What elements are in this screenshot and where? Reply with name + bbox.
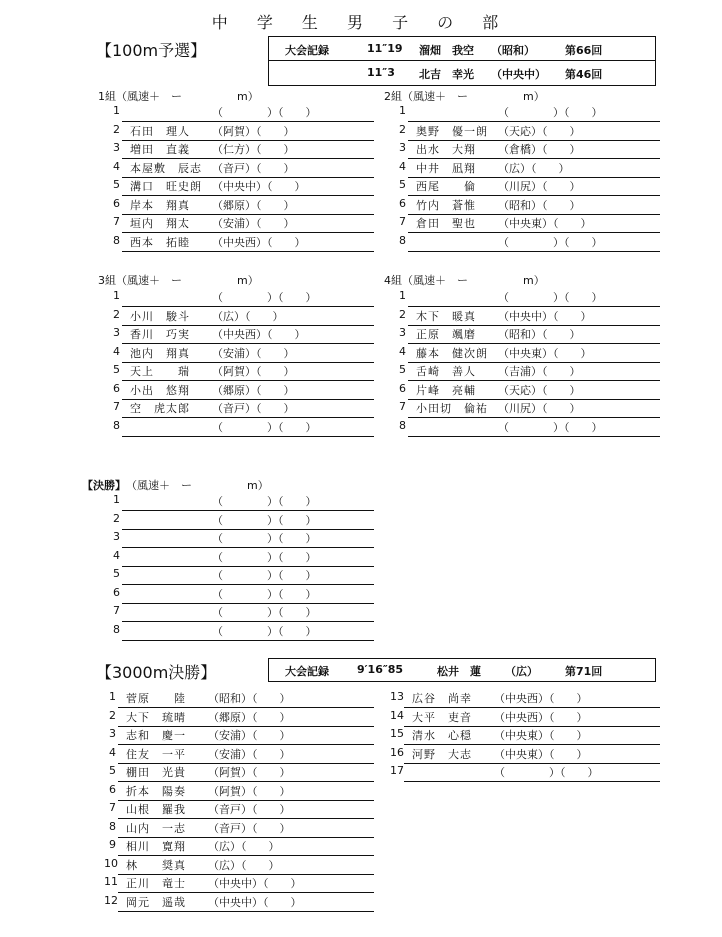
school-and-lane: （ ）（ ） (212, 532, 317, 545)
row-underline (122, 640, 374, 641)
school-and-lane: （安浦）（ ） (212, 217, 295, 230)
school-and-lane: （ ）（ ） (212, 569, 317, 582)
record-edition: 第46回 (565, 68, 603, 81)
athlete-name: 住友 一平 (126, 747, 186, 761)
record-time: 11″19 (367, 42, 403, 55)
school-and-lane: （ ）（ ） (212, 106, 317, 119)
school-and-lane: （ ）（ ） (498, 291, 603, 304)
group-4-heading: 4組（風速＋ ー m） (384, 274, 545, 287)
school-and-lane: （阿賀）（ ） (208, 766, 291, 779)
entry-number: 8 (113, 233, 120, 247)
athlete-name: 岡元 遥哉 (126, 895, 186, 909)
sprint-heading: 【100m予選】 (96, 41, 207, 60)
group-2-heading: 2組（風速＋ ー m） (384, 90, 545, 103)
athlete-name: 木下 暖真 (416, 309, 476, 323)
list-item (390, 709, 660, 727)
school-and-lane: （吉浦）（ ） (498, 365, 581, 378)
list-item (108, 493, 374, 511)
athlete-name: 河野 大志 (412, 747, 472, 761)
entry-number: 1 (399, 289, 406, 302)
school-and-lane: （郷原）（ ） (212, 383, 295, 397)
school-and-lane: （ ）（ ） (212, 587, 317, 601)
school-and-lane: （ ）（ ） (498, 106, 603, 119)
entry-number: 1 (399, 104, 406, 117)
record-label: 大会記録 (285, 44, 329, 57)
school-and-lane: （天応）（ ） (498, 383, 581, 397)
list-item (394, 308, 660, 326)
entry-number: 3 (113, 530, 120, 543)
school-and-lane: （安浦）（ ） (212, 346, 295, 360)
record-school: （広） (505, 665, 538, 678)
list-item (108, 567, 374, 585)
athlete-name: 増田 直義 (130, 143, 190, 156)
entry-number: 8 (399, 233, 406, 247)
school-and-lane: （中央東）（ ） (494, 729, 588, 742)
list-item (104, 690, 374, 708)
athlete-name: 空 虎太郎 (130, 402, 190, 415)
list-item (394, 289, 660, 307)
list-item (394, 326, 660, 344)
list-item (108, 215, 374, 233)
entry-number: 3 (113, 326, 120, 339)
distance-heading: 【3000m決勝】 (96, 663, 217, 682)
athlete-name: 広谷 尚幸 (412, 692, 472, 705)
list-item (108, 123, 374, 141)
entry-number: 17 (390, 764, 404, 777)
school-and-lane: （ ）（ ） (212, 606, 317, 619)
athlete-name: 片峰 亮輔 (416, 383, 476, 397)
school-and-lane: （倉橋）（ ） (498, 143, 581, 156)
athlete-name: 藤本 健次朗 (416, 346, 488, 360)
entry-number: 7 (399, 400, 406, 413)
entry-number: 7 (113, 400, 120, 413)
row-underline (118, 911, 374, 912)
school-and-lane: （広）（ ） (208, 840, 280, 853)
list-item (104, 746, 374, 764)
entry-number: 6 (399, 381, 406, 395)
record-holder: 松井 蓮 (437, 665, 481, 678)
list-item (394, 178, 660, 196)
entry-number: 2 (399, 122, 406, 136)
school-and-lane: （郷原）（ ） (208, 710, 291, 724)
entry-number: 6 (399, 196, 406, 210)
list-item (108, 234, 374, 252)
school-and-lane: （広）（ ） (208, 858, 280, 872)
athlete-name: 清水 心穏 (412, 729, 472, 742)
row-underline (122, 251, 374, 252)
list-item (104, 709, 374, 727)
record-holder: 北吉 幸光 (419, 68, 474, 81)
list-item (108, 178, 374, 196)
school-and-lane: （中央西）（ ） (494, 710, 588, 724)
list-item (108, 345, 374, 363)
row-underline (408, 251, 660, 252)
entry-number: 5 (113, 178, 120, 191)
athlete-name: 相川 寛翔 (126, 840, 186, 853)
entry-number: 6 (109, 782, 116, 796)
list-item (108, 326, 374, 344)
record-time: 9′16″85 (357, 663, 404, 676)
school-and-lane: （中央東）（ ） (498, 217, 592, 230)
school-and-lane: （音戸）（ ） (208, 821, 291, 835)
list-item (108, 363, 374, 381)
athlete-name: 本屋敷 辰志 (130, 161, 202, 175)
school-and-lane: （阿賀）（ ） (208, 784, 291, 798)
athlete-name: 香川 巧実 (130, 328, 190, 341)
entry-number: 12 (104, 893, 118, 907)
page-title: 中 学 生 男 子 の 部 (211, 13, 511, 32)
list-item (394, 141, 660, 159)
athlete-name: 奥野 優一朗 (416, 124, 488, 138)
school-and-lane: （中央西）（ ） (212, 328, 306, 341)
entry-number: 3 (109, 727, 116, 740)
list-item (108, 197, 374, 215)
entry-number: 3 (113, 141, 120, 154)
group-3-heading: 3組（風速＋ ー m） (98, 274, 259, 287)
list-item (108, 308, 374, 326)
athlete-name: 舌崎 善人 (416, 365, 476, 378)
list-item (104, 727, 374, 745)
entry-number: 7 (113, 604, 120, 617)
entry-number: 2 (113, 122, 120, 136)
school-and-lane: （阿賀）（ ） (212, 124, 295, 138)
school-and-lane: （ ）（ ） (498, 235, 603, 249)
entry-number: 16 (390, 745, 404, 759)
list-item (108, 623, 374, 641)
distance-record-box (268, 658, 656, 682)
athlete-name: 天上 瑞 (130, 365, 190, 378)
school-and-lane: （広）（ ） (498, 161, 570, 175)
list-item (104, 875, 374, 893)
list-item (108, 530, 374, 548)
list-item (394, 363, 660, 381)
school-and-lane: （昭和）（ ） (498, 198, 581, 212)
record-school: （中央中） (491, 68, 546, 81)
entry-number: 5 (399, 363, 406, 376)
list-item (394, 160, 660, 178)
list-item (108, 141, 374, 159)
entry-number: 1 (113, 289, 120, 302)
entry-number: 4 (109, 745, 116, 759)
entry-number: 2 (399, 307, 406, 321)
school-and-lane: （中央西）（ ） (494, 692, 588, 705)
athlete-name: 棚田 光貴 (126, 766, 186, 779)
list-item (108, 586, 374, 604)
record-label: 大会記録 (285, 665, 329, 678)
athlete-name: 正川 竜士 (126, 877, 186, 890)
list-item (390, 746, 660, 764)
school-and-lane: （郷原）（ ） (212, 198, 295, 212)
athlete-name: 小川 駿斗 (130, 309, 190, 323)
entry-number: 14 (390, 708, 404, 722)
entry-number: 2 (109, 708, 116, 722)
entry-number: 1 (109, 690, 116, 703)
entry-number: 9 (109, 838, 116, 851)
athlete-name: 菅原 陸 (126, 692, 186, 705)
list-item (394, 234, 660, 252)
entry-number: 8 (109, 819, 116, 833)
list-item (108, 419, 374, 437)
row-underline (408, 436, 660, 437)
entry-number: 13 (390, 690, 404, 703)
school-and-lane: （天応）（ ） (498, 124, 581, 138)
entry-number: 4 (113, 548, 120, 562)
athlete-name: 志和 慶一 (126, 729, 186, 742)
school-and-lane: （ ）（ ） (212, 624, 317, 638)
entry-number: 5 (113, 567, 120, 580)
athlete-name: 西本 拓睦 (130, 235, 190, 249)
school-and-lane: （音戸）（ ） (208, 803, 291, 816)
entry-number: 10 (104, 856, 118, 870)
athlete-name: 小田切 倫祐 (416, 402, 488, 415)
entry-number: 6 (113, 381, 120, 395)
list-item (108, 549, 374, 567)
athlete-name: 出水 大翔 (416, 143, 476, 156)
list-item (394, 419, 660, 437)
athlete-name: 山内 一志 (126, 821, 186, 835)
record-edition: 第71回 (565, 665, 603, 678)
row-underline (122, 436, 374, 437)
school-and-lane: （音戸）（ ） (212, 402, 295, 415)
athlete-name: 山根 羅我 (126, 803, 186, 816)
entry-number: 1 (113, 493, 120, 506)
list-item (394, 345, 660, 363)
list-item (394, 215, 660, 233)
sprint-record-box (268, 36, 656, 86)
entry-number: 4 (399, 159, 406, 173)
list-item (390, 764, 660, 782)
list-item (104, 857, 374, 875)
athlete-name: 倉田 聖也 (416, 217, 476, 230)
athlete-name: 竹内 蒼惟 (416, 198, 476, 212)
school-and-lane: （安浦）（ ） (208, 747, 291, 761)
entry-number: 2 (113, 511, 120, 525)
list-item (108, 604, 374, 622)
school-and-lane: （ ）（ ） (212, 420, 317, 434)
entry-number: 15 (390, 727, 404, 740)
school-and-lane: （広）（ ） (212, 309, 284, 323)
entry-number: 5 (109, 764, 116, 777)
school-and-lane: （ ）（ ） (212, 495, 317, 508)
school-and-lane: （中央中）（ ） (498, 309, 592, 323)
list-item (394, 104, 660, 122)
athlete-name: 池内 翔真 (130, 346, 190, 360)
entry-number: 7 (113, 215, 120, 228)
entry-number: 7 (399, 215, 406, 228)
list-item (104, 820, 374, 838)
entry-number: 6 (113, 196, 120, 210)
school-and-lane: （中央中）（ ） (212, 180, 306, 193)
school-and-lane: （中央中）（ ） (208, 895, 302, 909)
entry-number: 4 (399, 344, 406, 358)
school-and-lane: （昭和）（ ） (208, 692, 291, 705)
row-underline (404, 781, 660, 782)
athlete-name: 正原 颯磨 (416, 328, 476, 341)
list-item (108, 512, 374, 530)
athlete-name: 小出 悠翔 (130, 383, 190, 397)
school-and-lane: （中央東）（ ） (498, 346, 592, 360)
list-item (108, 289, 374, 307)
school-and-lane: （川尻）（ ） (498, 402, 581, 415)
group-1-heading: 1組（風速＋ ー m） (98, 90, 259, 103)
list-item (108, 104, 374, 122)
entry-number: 8 (113, 622, 120, 636)
athlete-name: 垣内 翔太 (130, 217, 190, 230)
entry-number: 1 (113, 104, 120, 117)
athlete-name: 大平 吏音 (412, 710, 472, 724)
record-school: （昭和） (491, 44, 535, 57)
school-and-lane: （音戸）（ ） (212, 161, 295, 175)
entry-number: 7 (109, 801, 116, 814)
entry-number: 4 (113, 344, 120, 358)
list-item (108, 160, 374, 178)
school-and-lane: （ ）（ ） (212, 550, 317, 564)
final-heading: 【決勝】 （風速＋ ー m） (82, 479, 269, 492)
entry-number: 4 (113, 159, 120, 173)
list-item (394, 197, 660, 215)
school-and-lane: （昭和）（ ） (498, 328, 581, 341)
athlete-name: 岸本 翔真 (130, 198, 190, 212)
school-and-lane: （川尻）（ ） (498, 180, 581, 193)
list-item (108, 382, 374, 400)
entry-number: 11 (104, 875, 118, 888)
entry-number: 5 (113, 363, 120, 376)
record-time: 11″3 (367, 66, 395, 79)
list-item (104, 894, 374, 912)
school-and-lane: （ ）（ ） (494, 766, 599, 779)
list-item (104, 783, 374, 801)
list-item (104, 838, 374, 856)
list-item (394, 400, 660, 418)
athlete-name: 溝口 旺史朗 (130, 180, 202, 193)
list-item (104, 801, 374, 819)
entry-number: 3 (399, 141, 406, 154)
school-and-lane: （ ）（ ） (212, 291, 317, 304)
school-and-lane: （ ）（ ） (498, 420, 603, 434)
athlete-name: 林 奨真 (126, 858, 186, 872)
athlete-name: 西尾 倫 (416, 180, 476, 193)
entry-number: 5 (399, 178, 406, 191)
record-holder: 溜畑 我空 (419, 44, 474, 57)
entry-number: 6 (113, 585, 120, 599)
list-item (394, 123, 660, 141)
entry-number: 3 (399, 326, 406, 339)
athlete-name: 中井 凪翔 (416, 161, 476, 175)
list-item (394, 382, 660, 400)
school-and-lane: （阿賀）（ ） (212, 365, 295, 378)
list-item (108, 400, 374, 418)
school-and-lane: （ ）（ ） (212, 513, 317, 527)
athlete-name: 折本 陽奏 (126, 784, 186, 798)
athlete-name: 大下 琉晴 (126, 710, 186, 724)
list-item (104, 764, 374, 782)
entry-number: 8 (113, 418, 120, 432)
school-and-lane: （安浦）（ ） (208, 729, 291, 742)
athlete-name: 石田 理人 (130, 124, 190, 138)
list-item (390, 727, 660, 745)
school-and-lane: （中央中）（ ） (208, 877, 302, 890)
school-and-lane: （中央東）（ ） (494, 747, 588, 761)
school-and-lane: （中央西）（ ） (212, 235, 306, 249)
school-and-lane: （仁方）（ ） (212, 143, 295, 156)
list-item (390, 690, 660, 708)
entry-number: 2 (113, 307, 120, 321)
record-divider (269, 60, 655, 61)
record-edition: 第66回 (565, 44, 603, 57)
entry-number: 8 (399, 418, 406, 432)
